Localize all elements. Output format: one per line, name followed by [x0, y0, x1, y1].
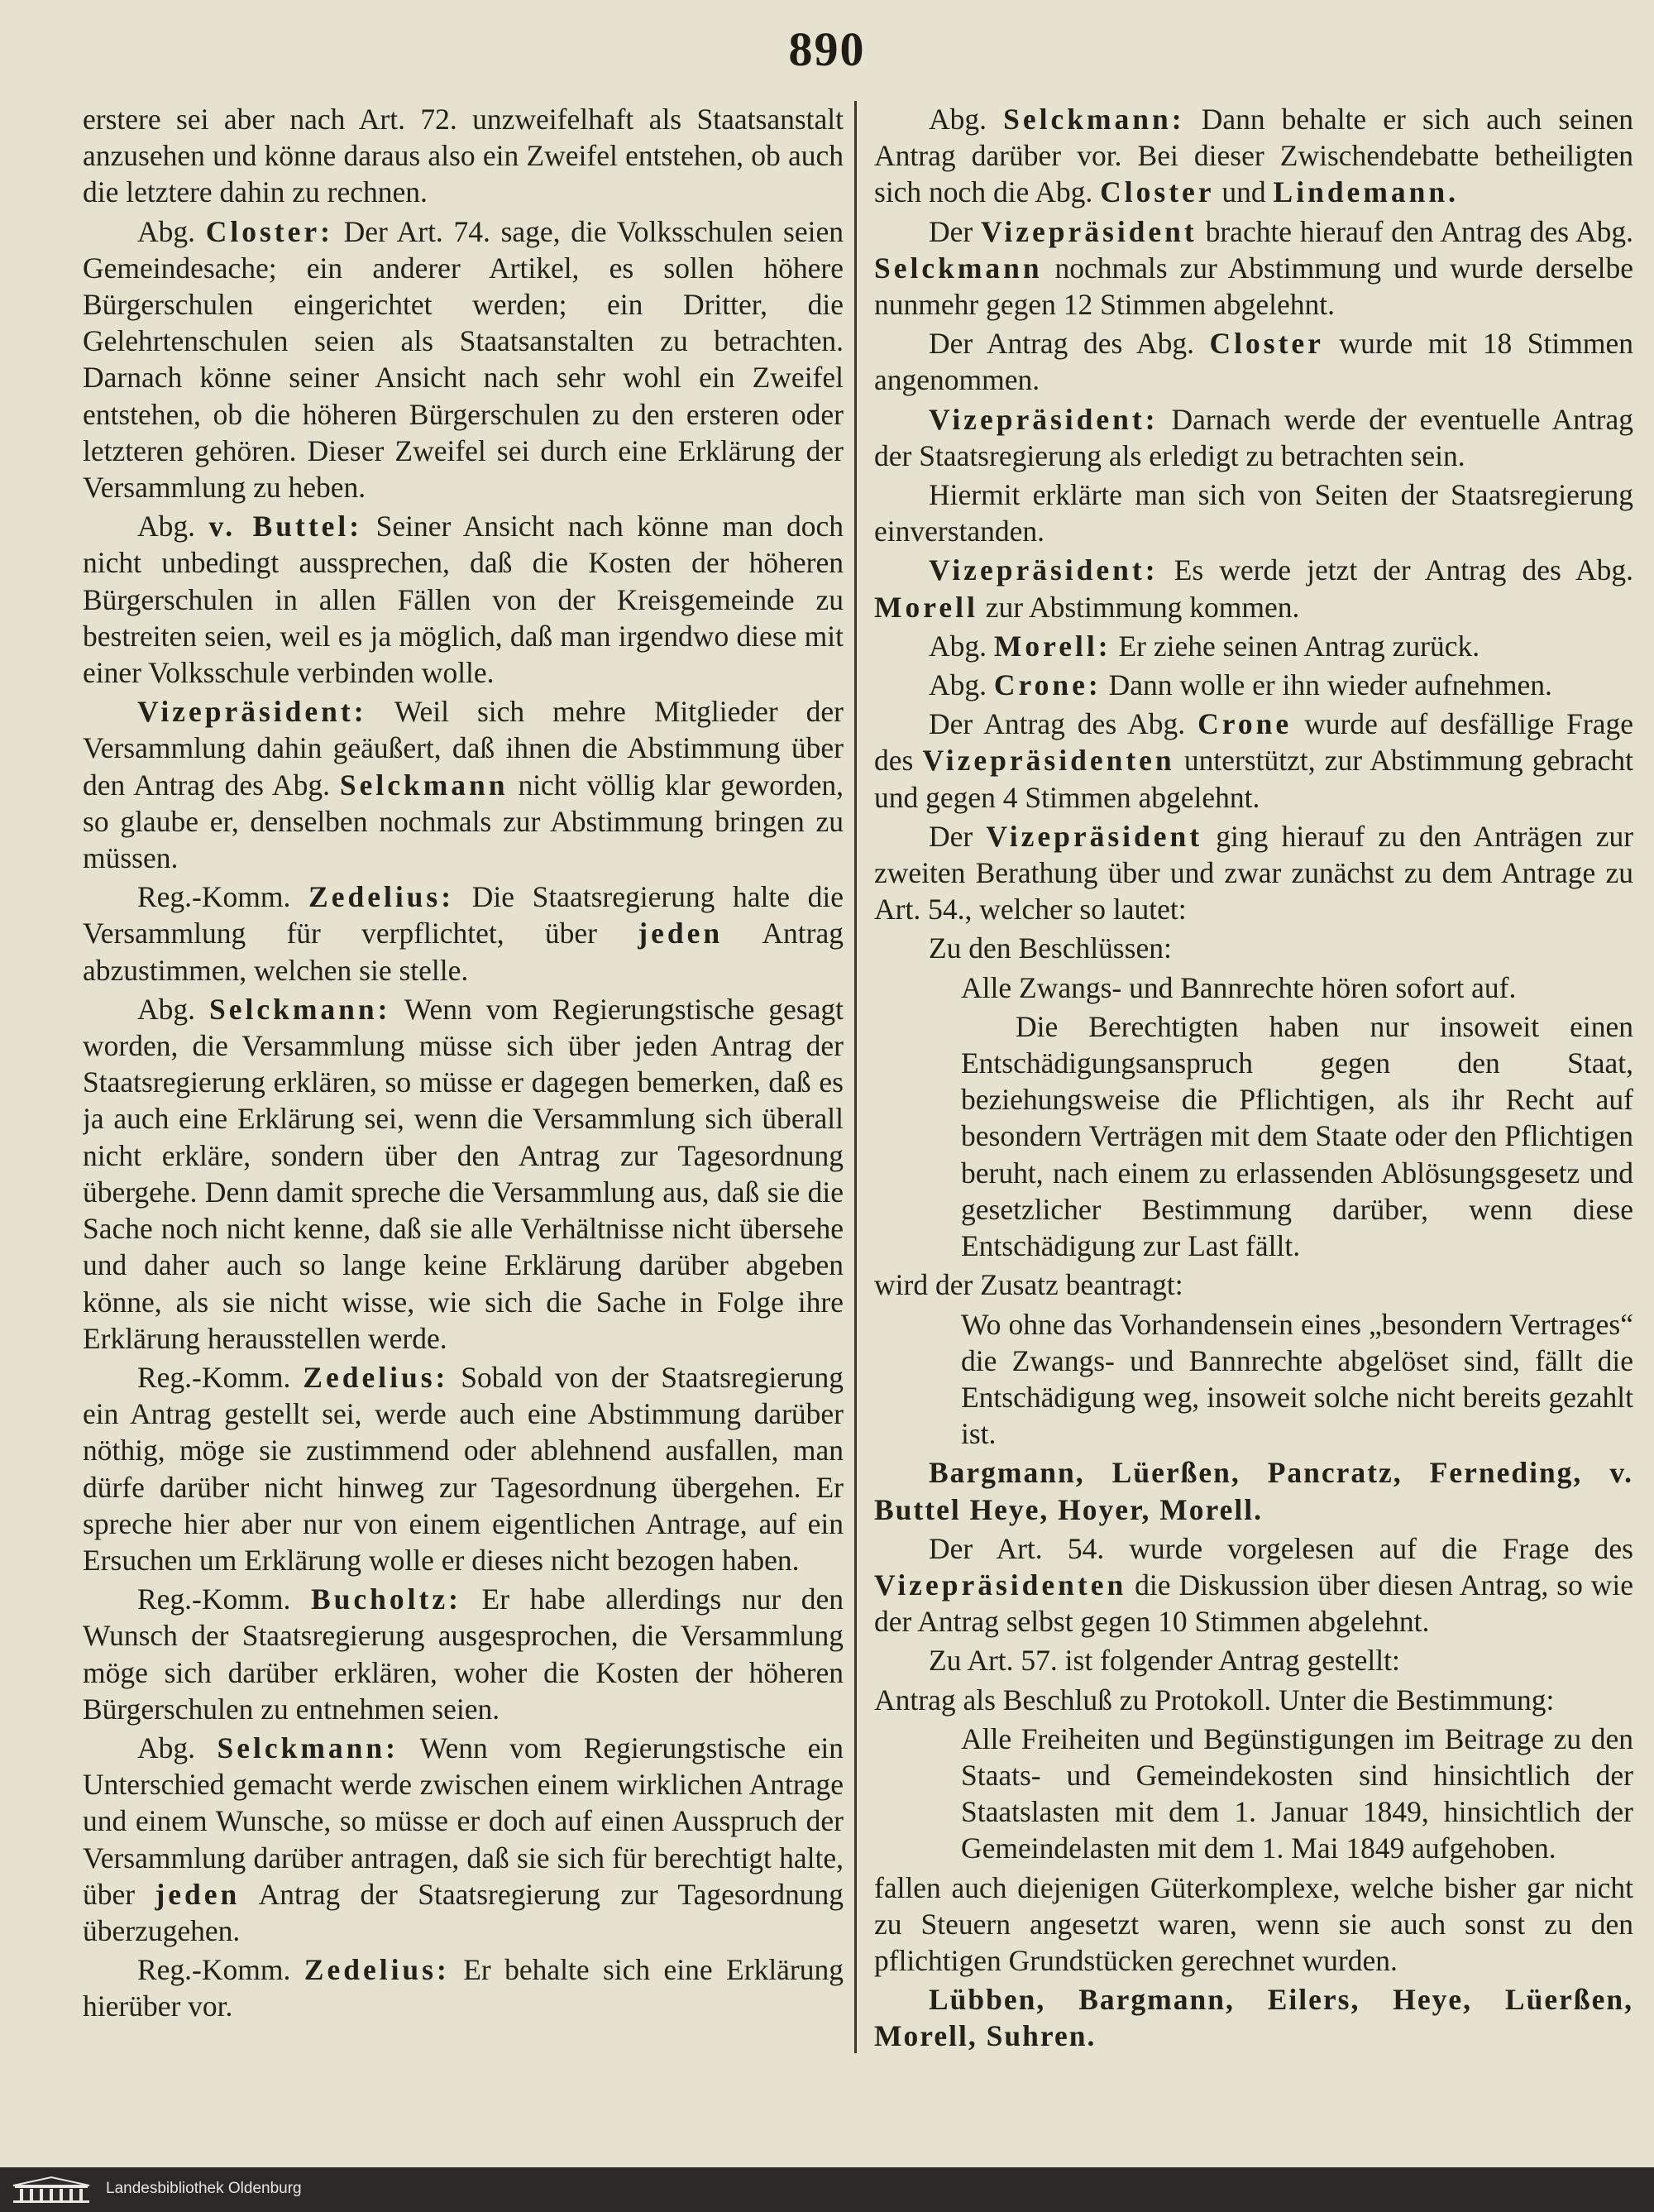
signatories: Lübben, Bargmann, Eilers, Heye, Lüerßen, Morell, Suhren.	[874, 1983, 1633, 2053]
paragraph: Zu Art. 57. ist folgender Antrag gestellt:	[929, 1644, 1400, 1678]
speaker-name: Closter:	[205, 214, 333, 248]
speaker-name: Morell:	[993, 629, 1111, 663]
speech-zedelius: Reg.-Komm. Zedelius: Die Staatsregierung halte die Versammlung für verpflichtet, über jeden Antrag abzustimmen, welchen sie stelle.	[83, 880, 844, 987]
speaker-name: Selckmann:	[217, 1731, 399, 1764]
paragraph: wird der Zusatz beantragt:	[874, 1268, 1183, 1302]
speech-buttel: Abg. v. Buttel: Seiner Ansicht nach könne man doch nicht unbedingt aussprechen, daß die Kosten der höheren Bürgerschulen in allen Fällen von der Kreisgemeinde zu bestreiten seien, weil es ja möglich, daß man irgendwo diese mit einer Volksschule verbinden wolle.	[83, 510, 844, 690]
speech-morell: Abg. Morell: Er ziehe seinen Antrag zurück.	[929, 629, 1480, 663]
speech-closter: Abg. Closter: Der Art. 74. sage, die Volksschulen seien Gemeindesache; ein anderer Artikel, es sollen höhere Bürgerschulen eingerichtet werden; ein Dritter, die Gelehrtenschulen seien als Staatsanstalten zu betrachten. Darnach könne seiner Ansicht nach sehr wohl ein Zweifel entstehen, ob die höheren Bürgerschulen zu den ersteren oder letzteren gehören. Dieser Zweifel sei durch eine Erklärung der Versammlung zu heben.	[83, 214, 844, 505]
speech-selckmann: Abg. Selckmann: Wenn vom Regierungstische gesagt worden, die Versammlung müsse sich über jeden Antrag der Staatsregierung erklären, so müsse er dagegen bemerken, daß es ja auch eine Erklärung sei, wenn die Versammlung sich überall nicht erkläre, sondern über den Antrag zur Tagesordnung übergehe. Denn damit spreche die Versammlung aus, daß sie die Sache noch nicht kenne, daß sie alle Verhältnisse nicht übersehe und daher auch so lange keine Erklärung darüber abgeben könne, als sie nicht wisse, wie sich die Sache in Folge ihre Erklärung herausstellen werde.	[83, 992, 844, 1355]
left-column	[83, 101, 844, 2103]
speaker-name: Vizepräsident:	[929, 553, 1159, 587]
column-divider	[854, 101, 857, 2053]
speech-crone: Abg. Crone: Dann wolle er ihn wieder aufnehmen.	[929, 668, 1552, 702]
page-number: 890	[788, 22, 866, 76]
paragraph: Der Antrag des Abg. Crone wurde auf desfällige Frage des Vizepräsidenten unterstützt, zur Abstimmung gebracht und gegen 4 Stimmen abgelehnt.	[874, 707, 1633, 814]
motion-text: Wo ohne das Vorhandensein eines „besondern Vertrages“ die Zwangs- und Bannrechte abgelöset sind, fällt die Entschädigung weg, insoweit solche nicht bereits gezahlt ist.	[961, 1307, 1633, 1451]
motion-text: Alle Freiheiten und Begünstigungen im Beitrage zu den Staats- und Gemeindekosten sind hinsichtlich der Staatslasten mit dem 1. Januar 1849, hinsichtlich der Gemeindelasten mit dem 1. Mai 1849 aufgehoben.	[961, 1721, 1633, 1865]
speech-vizepraesident: Vizepräsident: Darnach werde der eventuelle Antrag der Staatsregierung als erledigt zu betrachten sein.	[874, 402, 1633, 472]
speaker-name: v. Buttel:	[208, 510, 363, 543]
right-column	[874, 101, 1633, 2103]
speech-selckmann: Abg. Selckmann: Dann behalte er sich auch seinen Antrag darüber vor. Bei dieser Zwischendebatte betheiligten sich noch die Abg. Closter und Lindemann.	[874, 103, 1633, 209]
motion-text: Alle Zwangs- und Bannrechte hören sofort auf.	[961, 970, 1517, 1004]
speaker-name: Zedelius:	[304, 1953, 450, 1987]
paragraph: Der Antrag des Abg. Closter wurde mit 18 Stimmen angenommen.	[874, 327, 1633, 397]
paragraph: Antrag als Beschluß zu Protokoll. Unter die Bestimmung:	[874, 1683, 1555, 1716]
footer-bar	[0, 2167, 1654, 2212]
speech-zedelius: Reg.-Komm. Zedelius: Sobald von der Staatsregierung ein Antrag gestellt sei, werde auch eine Abstimmung darüber nöthig, möge sie zustimmend oder ablehnend ausfallen, man dürfe darüber nicht hinweg zur Tagesordnung übergehen. Er spreche hier aber nur von einem eigentlichen Antrage, auf ein Ersuchen um Erklärung wolle er dieses nicht bezogen haben.	[83, 1360, 844, 1577]
speech-vizepraesident: Vizepräsident: Es werde jetzt der Antrag des Abg. Morell zur Abstimmung kommen.	[874, 553, 1633, 624]
paragraph: erstere sei aber nach Art. 72. unzweifelhaft als Staatsanstalt anzusehen und könne daraus also ein Zweifel entstehen, ob auch die letztere dahin zu rechnen.	[83, 103, 844, 209]
speech-vizepraesident: Vizepräsident: Weil sich mehre Mitglieder der Versammlung dahin geäußert, daß ihnen die Abstimmung über den Antrag des Abg. Selckmann nicht völlig klar geworden, so glaube er, denselben nochmals zur Abstimmung bringen zu müssen.	[83, 695, 844, 875]
speech-selckmann: Abg. Selckmann: Wenn vom Regierungstische ein Unterschied gemacht werde zwischen einem wirklichen Antrage und einem Wunsche, so müsse er doch auf einen Ausspruch der Versammlung darüber antragen, daß sie sich für berechtigt halte, über jeden Antrag der Staatsregierung zur Tagesordnung überzugehen.	[83, 1731, 844, 1947]
speaker-name: Zedelius:	[303, 1360, 449, 1394]
motion-text: Die Berechtigten haben nur insoweit einen Entschädigungsanspruch gegen den Staat, beziehungsweise die Pflichtigen, als ihr Recht auf besondern Verträgen mit dem Staate oder den Pflichtigen beruht, nach einem zu erlassenden Ablösungsgesetz und gesetzlicher Bestimmung darüber, wenn diese Entschädigung zur Last fällt.	[961, 1009, 1633, 1263]
speech-bucholtz: Reg.-Komm. Bucholtz: Er habe allerdings nur den Wunsch der Staatsregierung ausgesprochen, die Versammlung möge sich darüber erklären, woher die Kosten der höheren Bürgerschulen zu entnehmen seien.	[83, 1582, 844, 1726]
speaker-name: Bucholtz:	[310, 1582, 461, 1616]
speech-zedelius: Reg.-Komm. Zedelius: Er behalte sich eine Erklärung hierüber vor.	[83, 1953, 844, 2023]
speaker-name: Crone:	[993, 668, 1102, 702]
paragraph: Hiermit erklärte man sich von Seiten der Staatsregierung einverstanden.	[874, 478, 1633, 548]
speaker-name: Selckmann:	[1003, 103, 1185, 136]
library-building-icon	[10, 2176, 93, 2204]
signatories: Bargmann, Lüerßen, Pancratz, Ferneding, v. Buttel Heye, Hoyer, Morell.	[874, 1456, 1633, 1526]
paragraph: Zu den Beschlüssen:	[929, 931, 1172, 965]
paragraph: fallen auch diejenigen Güterkomplexe, welche bisher gar nicht zu Steuern angesetzt waren, wenn sie auch sonst zu den pflichtigen Grundstücken gerechnet wurden.	[874, 1870, 1633, 1977]
footer-label: Landesbibliothek Oldenburg	[106, 2180, 302, 2197]
speaker-name: Vizepräsident:	[137, 695, 367, 729]
paragraph: Der Vizepräsident brachte hierauf den Antrag des Abg. Selckmann nochmals zur Abstimmung und wurde derselbe nunmehr gegen 12 Stimmen abgelehnt.	[874, 214, 1633, 322]
speaker-name: Zedelius:	[308, 880, 455, 914]
paragraph: Der Art. 54. wurde vorgelesen auf die Frage des Vizepräsidenten die Diskussion über diesen Antrag, so wie der Antrag selbst gegen 10 Stimmen abgelehnt.	[874, 1531, 1633, 1639]
speaker-name: Vizepräsident:	[929, 402, 1159, 436]
paragraph: Der Vizepräsident ging hierauf zu den Anträgen zur zweiten Berathung über und zwar zunächst zu dem Antrage zu Art. 54., welcher so lautet:	[874, 819, 1633, 926]
speaker-name: Selckmann:	[209, 992, 391, 1026]
